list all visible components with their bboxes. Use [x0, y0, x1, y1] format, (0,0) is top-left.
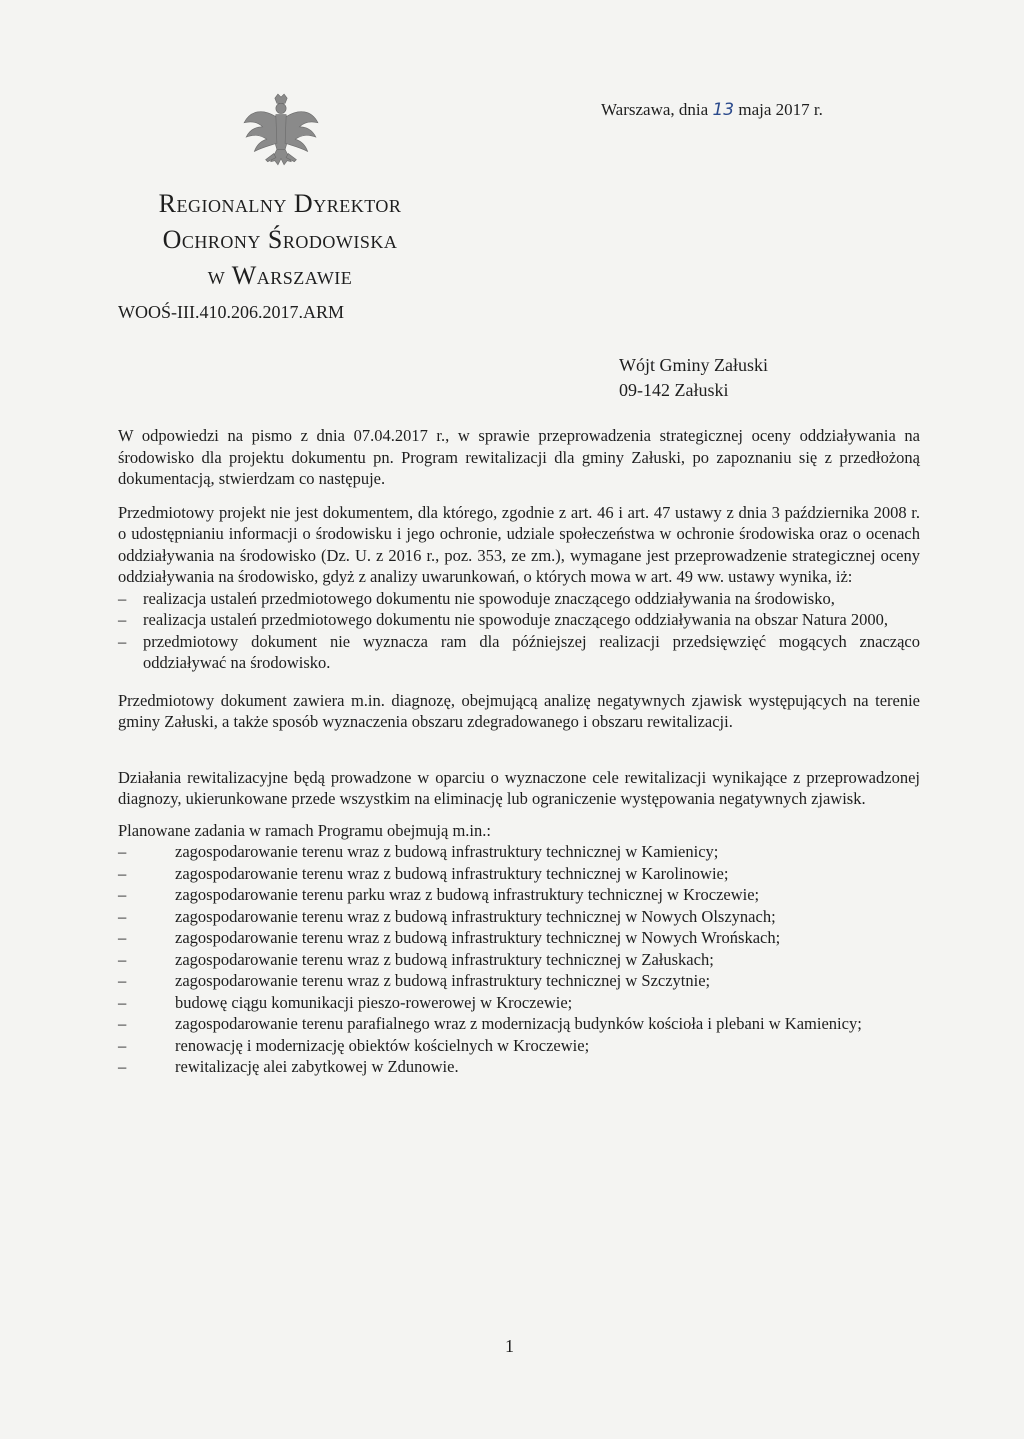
reference-number: WOOŚ-III.410.206.2017.ARM [118, 302, 344, 322]
recipient-block [619, 353, 768, 403]
list-item: – zagospodarowanie terenu wraz z budową infrastruktury technicznej w Załuskach; [118, 949, 920, 971]
letter-body [118, 425, 920, 1078]
paragraph-intro: W odpowiedzi na pismo z dnia 07.04.2017 r., w sprawie przeprowadzenia strategicznej oceny oddziaływania na środowisko dla projektu dokumentu pn. Program rewitalizacji dla gminy Załuski, po zapoznaniu się z przedłożoną dokumentacją, stwierdzam co następuje. [118, 426, 920, 488]
list-item: – zagospodarowanie terenu wraz z budową infrastruktury technicznej w Karolinowie; [118, 863, 920, 885]
recipient-line-1: Wójt Gminy Załuski [619, 355, 768, 375]
place-date-suffix: maja 2017 r. [738, 100, 823, 119]
paragraph-document-content: Przedmiotowy dokument zawiera m.in. diagnozę, obejmującą analizę negatywnych zjawisk występujących na terenie gminy Załuski, a także sposób wyznaczenia obszaru zdegradowanego i obszaru rewitalizacji. [118, 690, 920, 731]
list-item: – renowację i modernizację obiektów kościelnych w Kroczewie; [118, 1035, 920, 1057]
paragraph-planned-tasks: Planowane zadania w ramach Programu obejmują m.in.: [118, 820, 491, 840]
place-date [601, 100, 823, 120]
issuer-line-1: Regionalny Dyrektor [158, 189, 402, 218]
issuer-line-2: Ochrony Środowiska [162, 225, 398, 254]
polish-eagle-emblem-icon [240, 92, 322, 174]
planned-tasks-list [118, 841, 920, 1078]
list-item: – zagospodarowanie terenu wraz z budową infrastruktury technicznej w Szczytnie; [118, 970, 920, 992]
paragraph-legal-basis: Przedmiotowy projekt nie jest dokumentem, dla którego, zgodnie z art. 46 i art. 47 ustawy z dnia 3 października 2008 r. o udostępnianiu informacji o środowisku i jego ochronie, udziale społeczeństwa w ochronie środowiska oraz o ocenach oddziaływania na środowisko (Dz. U. z 2016 r., poz. 353, ze zm.), wymagane jest przeprowadzenie strategicznej oceny oddziaływania na środowisko, gdyż z analizy uwarunkowań, o których mowa w art. 49 ww. ustawy wynika, iż: [118, 502, 920, 586]
list-item: – przedmiotowy dokument nie wyznacza ram dla późniejszej realizacji przedsięwzięć mogących znacząco oddziaływać na środowisko. [118, 631, 920, 674]
list-item: – realizacja ustaleń przedmiotowego dokumentu nie spowoduje znaczącego oddziaływania na środowisko, [118, 588, 920, 610]
paragraph-revitalization-actions: Działania rewitalizacyjne będą prowadzone w oparciu o wyznaczone cele rewitalizacji wynikające z przeprowadzonej diagnozy, ukierunkowane przede wszystkim na eliminację lub ograniczenie występowania negatywnych zjawisk. [118, 767, 920, 808]
list-item: – rewitalizację alei zabytkowej w Zdunowie. [118, 1056, 920, 1078]
issuer-line-3: w Warszawie [207, 261, 353, 290]
list-item: – zagospodarowanie terenu parku wraz z budową infrastruktury technicznej w Kroczewie; [118, 884, 920, 906]
conditions-list [118, 588, 920, 674]
page-number: 1 [505, 1336, 514, 1356]
handwritten-day: 13 [712, 100, 735, 120]
list-item: – realizacja ustaleń przedmiotowego dokumentu nie spowoduje znaczącego oddziaływania na obszar Natura 2000, [118, 609, 920, 631]
list-item: – zagospodarowanie terenu parafialnego wraz z modernizacją budynków kościoła i plebani w Kamienicy; [118, 1013, 920, 1035]
list-item: – zagospodarowanie terenu wraz z budową infrastruktury technicznej w Nowych Wrońskach; [118, 927, 920, 949]
list-item: – zagospodarowanie terenu wraz z budową infrastruktury technicznej w Kamienicy; [118, 841, 920, 863]
list-item: – budowę ciągu komunikacji pieszo-rowerowej w Kroczewie; [118, 992, 920, 1014]
issuer-block [110, 186, 450, 294]
recipient-line-2: 09-142 Załuski [619, 380, 729, 400]
list-item: – zagospodarowanie terenu wraz z budową infrastruktury technicznej w Nowych Olszynach; [118, 906, 920, 928]
place-date-prefix: Warszawa, dnia [601, 100, 709, 119]
